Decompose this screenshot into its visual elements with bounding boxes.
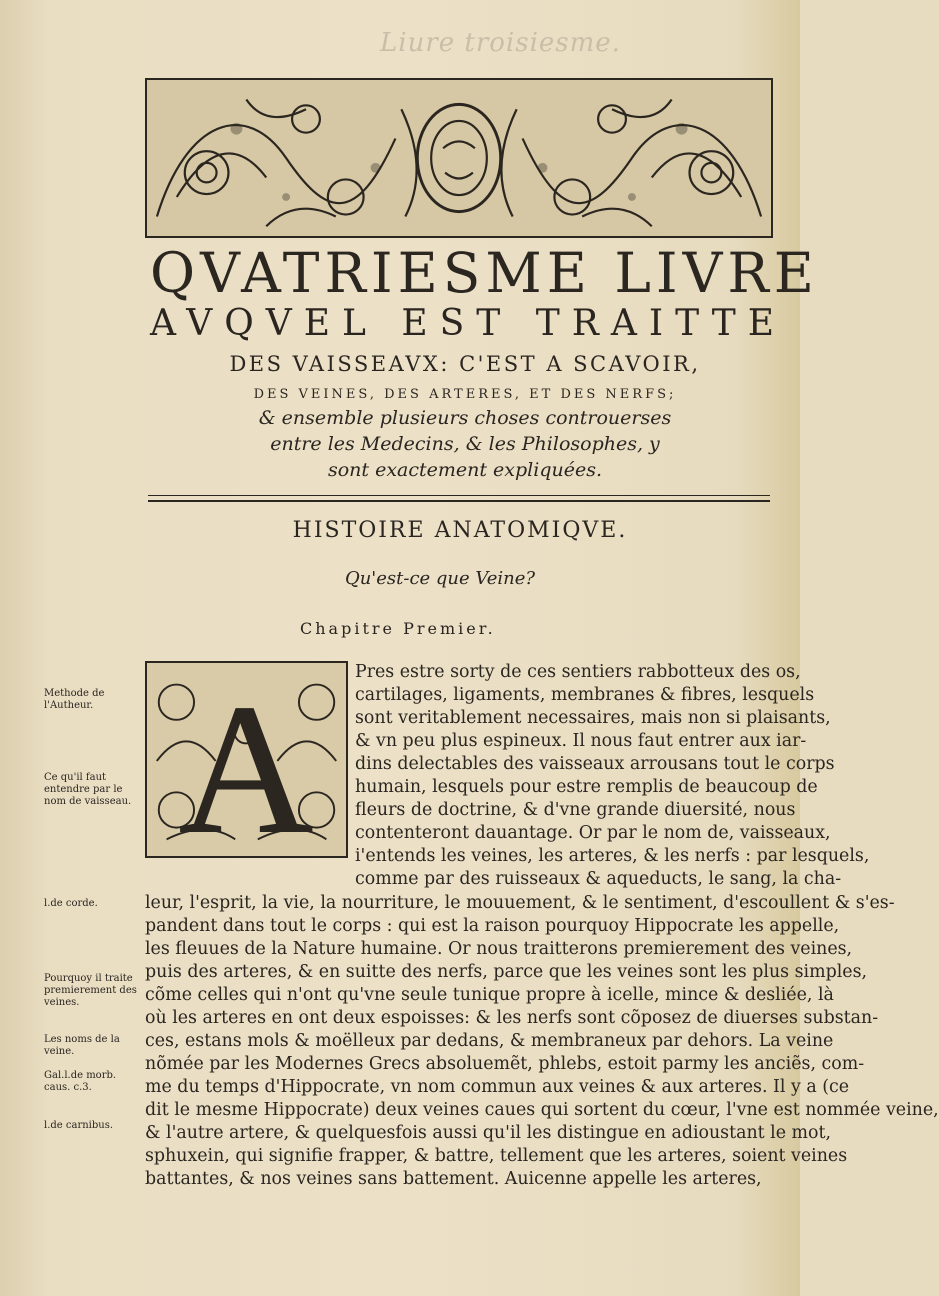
drop-cap-initial <box>145 661 348 873</box>
body-line: & vn peu plus espineux. Il nous faut entrer aux iar- <box>355 731 807 752</box>
section-heading: HISTOIRE ANATOMIQVE. <box>292 518 628 543</box>
body-line: où les arteres en ont deux espoisses: & les nerfs sont cõposez de diuerses substan- <box>145 1007 879 1028</box>
body-line: cartilages, ligaments, membranes & fibres, lesquels <box>355 685 815 706</box>
body-line: puis des arteres, & en suitte des nerfs, parce que les veines sont les plus simples, <box>145 961 868 982</box>
body-line: Pres estre sorty de ces sentiers rabbotteux des os, <box>355 662 801 682</box>
drop-cap-letter: A <box>178 666 314 873</box>
margin-note: Ce qu'il faut entendre par le nom de vaisseau. <box>44 772 132 807</box>
body-line: ces, estans mols & moëlleux par dedans, & membraneux par dehors. La veine <box>145 1030 834 1051</box>
body-line: & l'autre artere, & quelquesfois aussi qu'il les distingue en adioustant le mot, <box>145 1123 832 1143</box>
body-line: i'entends les veines, les arteres, & les nerfs : par lesquels, <box>355 846 870 867</box>
subtitle-line: sont exactement expliquées. <box>327 459 603 481</box>
body-line: fleurs de doctrine, & d'vne grande diuersité, nous <box>355 800 796 821</box>
margin-note: Les noms de la veine. <box>44 1034 120 1057</box>
show-through-text: Liure troisiesme. <box>380 28 621 58</box>
title-subtitle <box>240 405 690 483</box>
chapter-question: Qu'est-ce que Veine? <box>344 568 536 589</box>
body-line: leur, l'esprit, la vie, la nourriture, le mouuement, & le sentiment, d'escoullent & s'es- <box>145 892 895 913</box>
body-line: sont veritablement necessaires, mais non si plaisants, <box>355 708 831 729</box>
title-line-2: AVQVEL EST TRAITTE <box>150 303 787 344</box>
decorative-headpiece <box>145 78 773 238</box>
margin-note: l.de carnibus. <box>44 1120 114 1131</box>
body-line: cõme celles qui n'ont qu'vne seule tunique propre à icelle, mince & desliée, là <box>145 984 834 1005</box>
title-line-4: DES VEINES, DES ARTERES, ET DES NERFS; <box>253 387 677 402</box>
title-line-3: DES VAISSEAVX: C'EST A SCAVOIR, <box>229 352 701 376</box>
section-rule <box>148 495 770 502</box>
subtitle-line: entre les Medecins, & les Philosophes, y <box>270 433 660 455</box>
body-line: comme par des ruisseaux & aqueducts, le sang, la cha- <box>355 869 842 890</box>
body-line: humain, lesquels pour estre remplis de beaucoup de <box>355 777 818 798</box>
body-line: pandent dans tout le corps : qui est la raison pourquoy Hippocrate les appelle, <box>145 915 840 936</box>
body-line: nõmée par les Modernes Grecs absoluemẽt, phlebs, estoit parmy les anciẽs, com- <box>145 1053 865 1074</box>
margin-note: Methode de l'Autheur. <box>44 688 105 711</box>
margin-note: l.de corde. <box>44 898 98 909</box>
body-line: dins delectables des vaisseaux arrousans tout le corps <box>355 754 835 775</box>
body-line: les fleuues de la Nature humaine. Or nous traitterons premierement des veines, <box>145 938 853 959</box>
margin-note: Gal.l.de morb. caus. c.3. <box>44 1070 117 1093</box>
body-line: contenteront dauantage. Or par le nom de, vaisseaux, <box>355 823 831 844</box>
margin-note: Pourquoy il traite premierement des veines. <box>44 973 137 1008</box>
body-line: me du temps d'Hippocrate, vn nom commun aux veines & aux arteres. Il y a (ce <box>145 1076 850 1097</box>
subtitle-line: & ensemble plusieurs choses controuerses <box>258 407 672 429</box>
body-line: battantes, & nos veines sans battement. Auicenne appelle les arteres, <box>145 1169 762 1190</box>
body-line: sphuxein, qui signifie frapper, & battre, tellement que les arteres, soient veines <box>145 1146 848 1167</box>
body-line: dit le mesme Hippocrate) deux veines caues qui sortent du cœur, l'vne est nommée veine, <box>145 1099 939 1120</box>
chapter-title: Chapitre Premier. <box>300 619 496 638</box>
book-title: QVATRIESME LIVRE <box>150 241 819 305</box>
